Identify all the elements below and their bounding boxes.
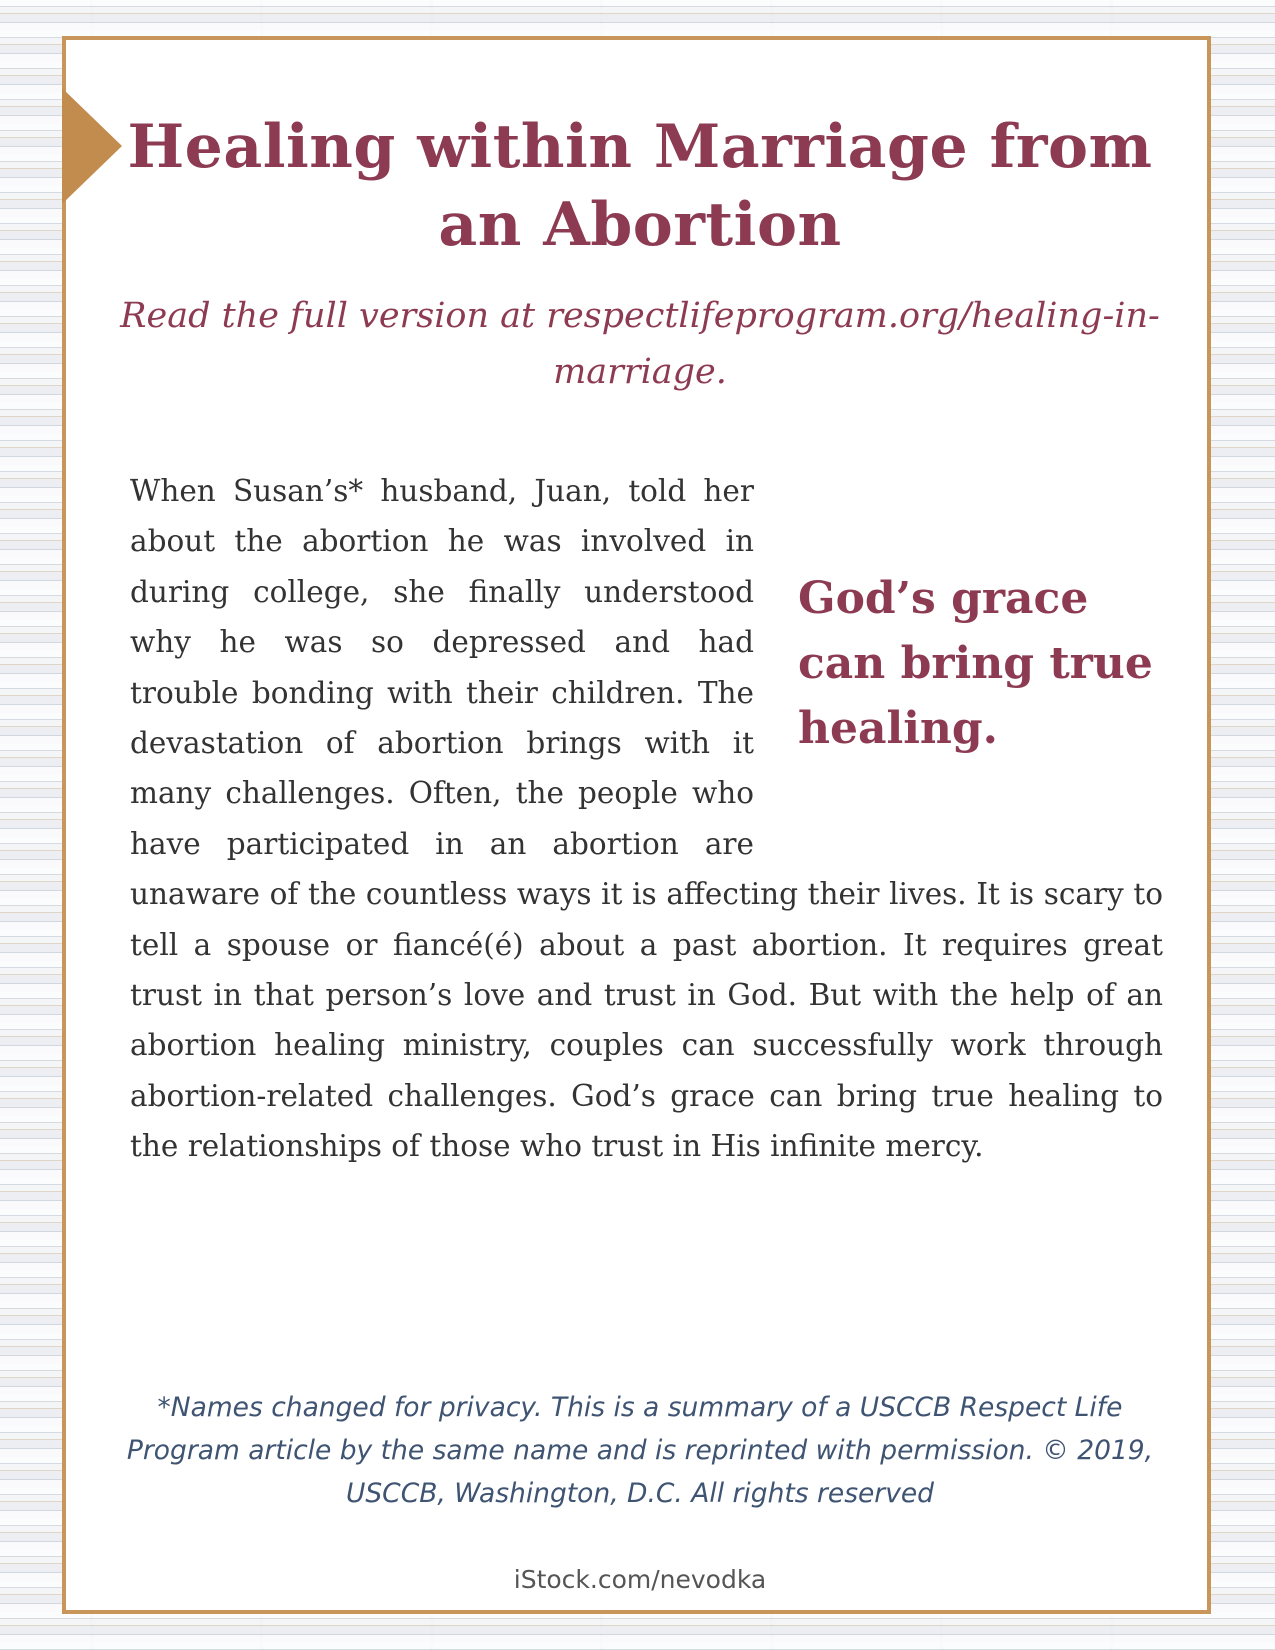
- subtitle-link-text: Read the full version at respectlifeprogram.org/healing-in-marriage.: [120, 296, 1160, 392]
- article-body: [130, 466, 1163, 1172]
- article-body-text: When Susan’s* husband, Juan, told her about the abortion he was involved in during college, she finally understood why he was so depressed and had trouble bonding with their children. The devastation of abortion brings with it many challenges. Often, the people who have participated in an abortion are unaware of the countless ways it is affecting their lives. It is scary to tell a spouse or fiancé(é) about a past abortion. It requires great trust in that person’s love and trust in God. But with the help of an abortion healing ministry, couples can successfully work through abortion-related challenges. God’s grace can bring true healing to the relationships of those who trust in His infinite mercy.: [130, 474, 1163, 1164]
- image-credit: iStock.com/nevodka: [513, 1565, 767, 1594]
- page-title: Healing within Marriage from an Abortion: [127, 112, 1153, 260]
- pull-quote: God’s grace can bring true healing.: [798, 573, 1153, 754]
- footnote: *Names changed for privacy. This is a summary of a USCCB Respect Life Program article by the same name and is reprinted with permission. © 2019, USCCB, Washington, D.C. All rights reserved: [126, 1392, 1154, 1509]
- corner-arrow-icon: [62, 88, 122, 204]
